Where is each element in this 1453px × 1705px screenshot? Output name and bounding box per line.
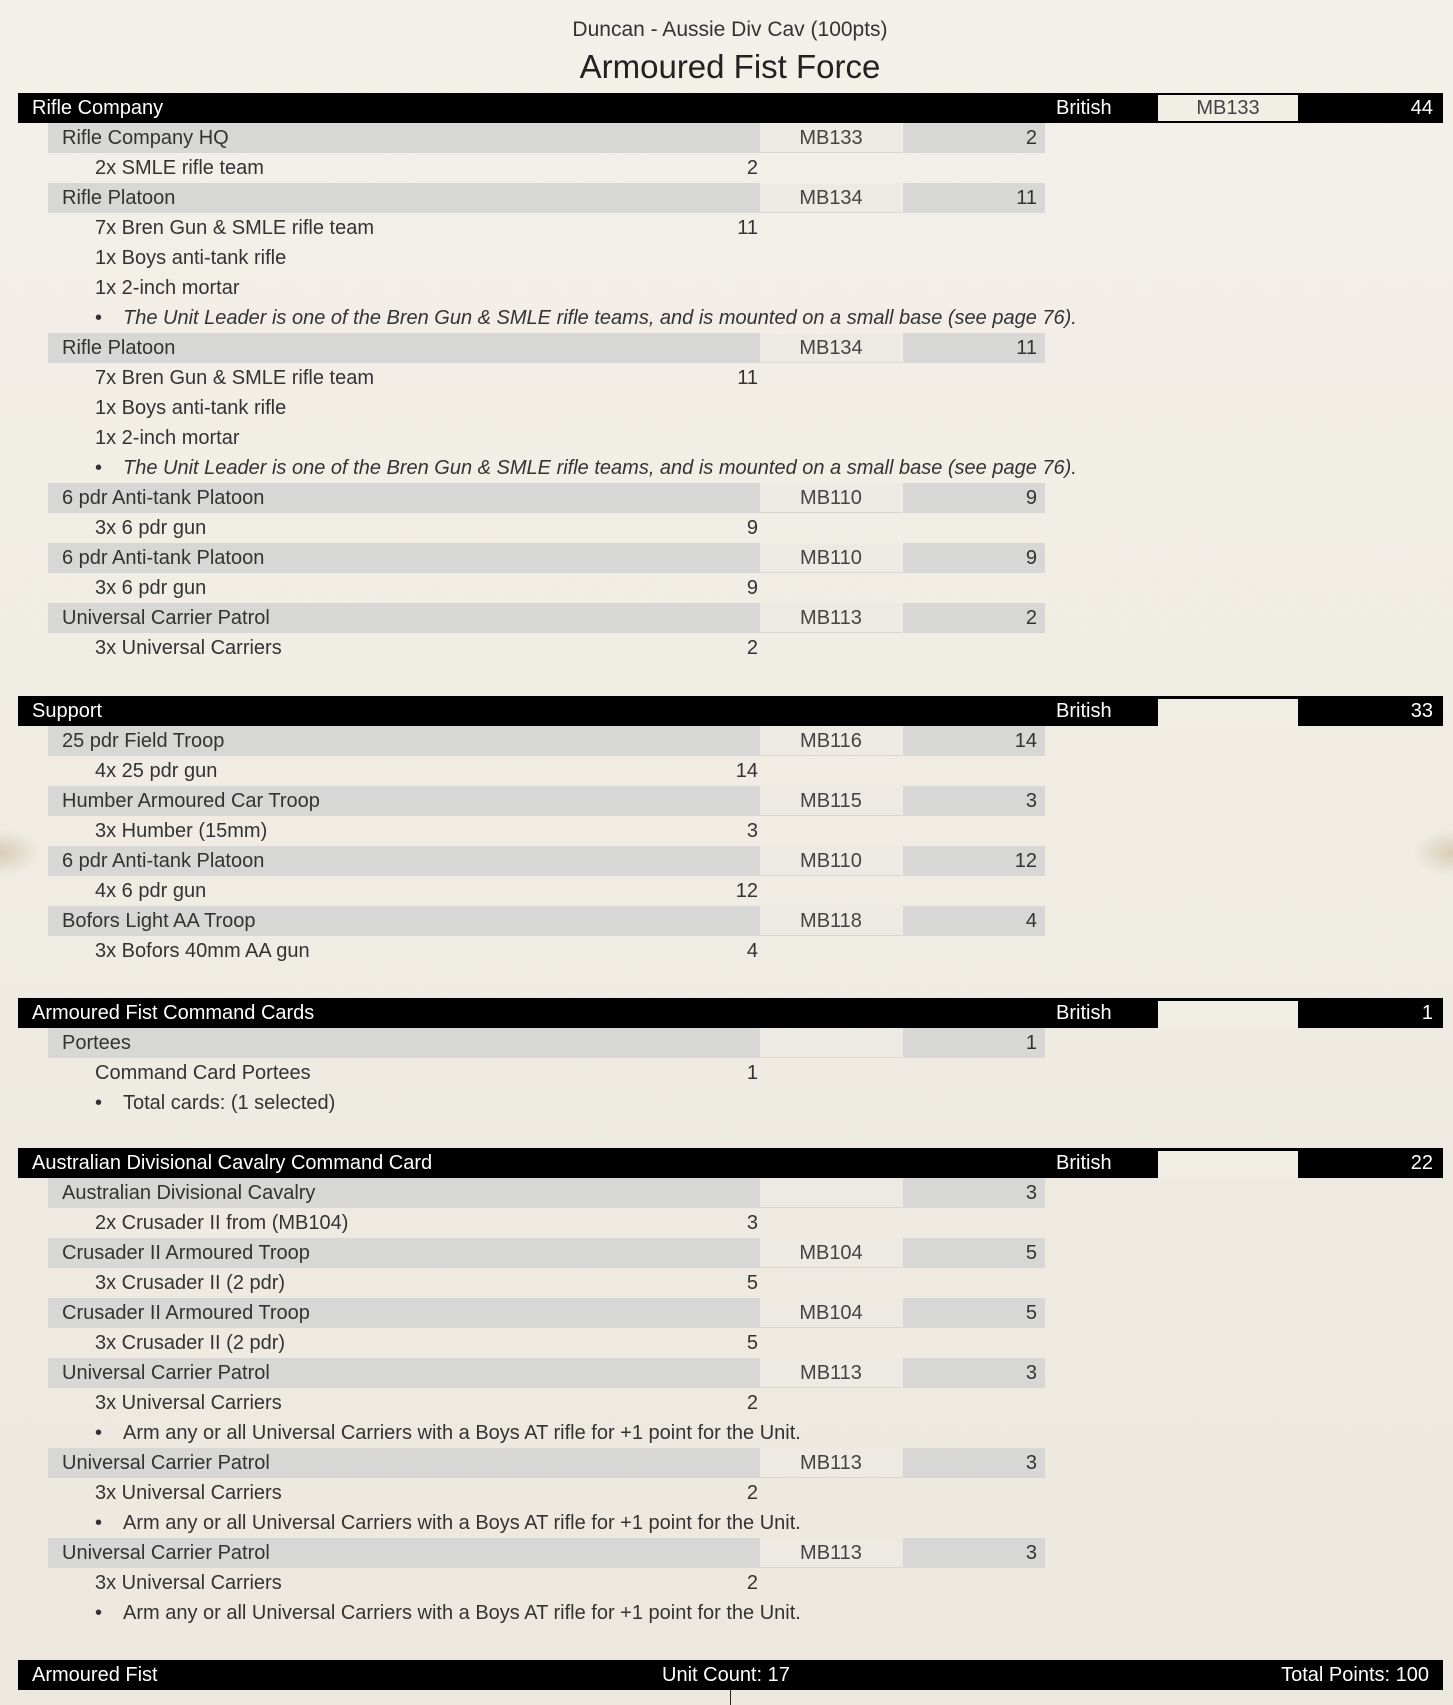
unit-code: MB133 xyxy=(760,124,902,153)
unit-code xyxy=(760,1179,902,1208)
footer-divider xyxy=(730,1690,731,1705)
bullet-icon: • xyxy=(95,1512,103,1534)
option-text: 3x 6 pdr gun xyxy=(95,517,207,539)
unit-points: 4 xyxy=(903,906,1045,936)
unit-code: MB104 xyxy=(760,1299,902,1328)
unit-row xyxy=(48,1538,1075,1568)
option-text: 1x 2-inch mortar xyxy=(95,427,240,449)
unit-name: Universal Carrier Patrol xyxy=(48,603,760,633)
footer-force-name: Armoured Fist xyxy=(32,1664,158,1686)
option-points: 4 xyxy=(746,940,758,962)
section-nation: British xyxy=(1056,700,1112,722)
unit-note xyxy=(78,303,1378,333)
option-points: 5 xyxy=(746,1272,758,1294)
unit-option-line xyxy=(78,363,758,393)
option-points: 2 xyxy=(746,637,758,659)
unit-option-line xyxy=(78,816,758,846)
unit-option-line xyxy=(78,1568,758,1598)
option-text: 1x Boys anti-tank rifle xyxy=(95,247,287,269)
unit-option-line xyxy=(78,936,758,966)
unit-option-line xyxy=(78,1478,758,1508)
section-header xyxy=(18,93,1443,123)
option-text: 3x Universal Carriers xyxy=(95,1392,282,1414)
option-points: 11 xyxy=(737,217,758,239)
section-code xyxy=(1158,699,1298,726)
unit-code: MB113 xyxy=(760,1359,902,1388)
unit-row xyxy=(48,786,1075,816)
unit-row xyxy=(48,483,1075,513)
unit-code: MB110 xyxy=(760,847,902,876)
section-header xyxy=(18,1148,1443,1178)
unit-row xyxy=(48,123,1075,153)
unit-points: 9 xyxy=(903,483,1045,513)
bullet-icon: • xyxy=(95,457,103,479)
page-title: Armoured Fist Force xyxy=(579,48,881,85)
unit-points: 5 xyxy=(903,1238,1045,1268)
option-text: 7x Bren Gun & SMLE rifle team xyxy=(95,367,375,389)
unit-name: 6 pdr Anti-tank Platoon xyxy=(48,483,760,513)
option-text: 1x Boys anti-tank rifle xyxy=(95,397,287,419)
option-text: Command Card Portees xyxy=(95,1062,311,1084)
section-code xyxy=(1158,1151,1298,1178)
unit-row xyxy=(48,1238,1075,1268)
unit-code xyxy=(760,1029,902,1058)
section-nation: British xyxy=(1056,1152,1112,1174)
unit-option-line xyxy=(78,243,758,273)
unit-option-line xyxy=(78,393,758,423)
unit-row xyxy=(48,1298,1075,1328)
option-text: 3x Crusader II (2 pdr) xyxy=(95,1332,286,1354)
section-nation: British xyxy=(1056,1002,1112,1024)
unit-code: MB113 xyxy=(760,604,902,633)
unit-row xyxy=(48,906,1075,936)
unit-option-line xyxy=(78,213,758,243)
unit-option-line xyxy=(78,633,758,663)
unit-row xyxy=(48,726,1075,756)
unit-option-line xyxy=(78,1388,758,1418)
unit-name: Bofors Light AA Troop xyxy=(48,906,760,936)
unit-code: MB113 xyxy=(760,1539,902,1568)
option-text: 1x 2-inch mortar xyxy=(95,277,240,299)
option-points: 1 xyxy=(746,1062,758,1084)
option-text: 3x Crusader II (2 pdr) xyxy=(95,1272,286,1294)
unit-option-line xyxy=(78,1058,758,1088)
bullet-icon: • xyxy=(95,1602,103,1624)
option-points: 9 xyxy=(746,577,758,599)
option-text: 3x Universal Carriers xyxy=(95,637,282,659)
option-text: 7x Bren Gun & SMLE rifle team xyxy=(95,217,375,239)
section-header xyxy=(18,696,1443,726)
unit-points: 3 xyxy=(903,1358,1045,1388)
section-title: Rifle Company xyxy=(32,97,164,119)
option-points: 2 xyxy=(746,1572,758,1594)
unit-note xyxy=(78,1508,1378,1538)
note-text: The Unit Leader is one of the Bren Gun & SMLE rifle teams, and is mounted on a small base (see page 76). xyxy=(123,457,1077,479)
unit-points: 2 xyxy=(903,123,1045,153)
section-code: MB133 xyxy=(1158,95,1298,121)
section-div-cavalry-card xyxy=(18,1148,1443,1628)
option-points: 9 xyxy=(746,517,758,539)
unit-points: 5 xyxy=(903,1298,1045,1328)
section-points: 22 xyxy=(1410,1152,1433,1174)
unit-row xyxy=(48,543,1075,573)
unit-row xyxy=(48,1358,1075,1388)
unit-option-line xyxy=(78,1208,758,1238)
unit-name: 25 pdr Field Troop xyxy=(48,726,760,756)
note-text: Total cards: (1 selected) xyxy=(123,1092,336,1114)
note-text: Arm any or all Universal Carriers with a Boys AT rifle for +1 point for the Unit. xyxy=(123,1422,801,1444)
section-title: Australian Divisional Cavalry Command Card xyxy=(32,1152,433,1174)
option-points: 5 xyxy=(746,1332,758,1354)
unit-note xyxy=(78,1598,1378,1628)
unit-name: 6 pdr Anti-tank Platoon xyxy=(48,543,760,573)
unit-row xyxy=(48,1178,1075,1208)
note-text: The Unit Leader is one of the Bren Gun & SMLE rifle teams, and is mounted on a small base (see page 76). xyxy=(123,307,1077,329)
unit-row xyxy=(48,846,1075,876)
option-text: 3x Humber (15mm) xyxy=(95,820,268,842)
unit-code: MB115 xyxy=(760,787,902,816)
section-command-cards xyxy=(18,998,1443,1118)
option-points: 14 xyxy=(735,760,758,782)
section-title: Armoured Fist Command Cards xyxy=(32,1002,315,1024)
unit-row xyxy=(48,183,1075,213)
option-text: 3x Universal Carriers xyxy=(95,1482,282,1504)
option-text: 3x Bofors 40mm AA gun xyxy=(95,940,310,962)
unit-note xyxy=(78,1418,1378,1448)
unit-name: Rifle Company HQ xyxy=(48,123,760,153)
bullet-icon: • xyxy=(95,307,103,329)
totals-footer xyxy=(18,1660,1443,1690)
unit-points: 9 xyxy=(903,543,1045,573)
unit-points: 11 xyxy=(903,333,1045,363)
bullet-icon: • xyxy=(95,1422,103,1444)
section-points: 33 xyxy=(1410,700,1433,722)
unit-points: 1 xyxy=(903,1028,1045,1058)
unit-name: Humber Armoured Car Troop xyxy=(48,786,760,816)
unit-note xyxy=(78,1088,1378,1118)
unit-option-line xyxy=(78,876,758,906)
unit-option-line xyxy=(78,1328,758,1358)
unit-name: Universal Carrier Patrol xyxy=(48,1358,760,1388)
section-header xyxy=(18,998,1443,1028)
option-text: 3x 6 pdr gun xyxy=(95,577,207,599)
unit-points: 3 xyxy=(903,1178,1045,1208)
unit-code: MB134 xyxy=(760,334,902,363)
section-rifle-company xyxy=(18,93,1443,663)
unit-points: 14 xyxy=(903,726,1045,756)
option-points: 2 xyxy=(746,1482,758,1504)
unit-name: Universal Carrier Patrol xyxy=(48,1538,760,1568)
unit-code: MB110 xyxy=(760,484,902,513)
option-text: 2x SMLE rifle team xyxy=(95,157,264,179)
unit-code: MB113 xyxy=(760,1449,902,1478)
note-text: Arm any or all Universal Carriers with a Boys AT rifle for +1 point for the Unit. xyxy=(123,1512,801,1534)
unit-option-line xyxy=(78,1268,758,1298)
note-text: Arm any or all Universal Carriers with a Boys AT rifle for +1 point for the Unit. xyxy=(123,1602,801,1624)
unit-row xyxy=(48,1448,1075,1478)
unit-name: Crusader II Armoured Troop xyxy=(48,1298,760,1328)
option-text: 4x 25 pdr gun xyxy=(95,760,218,782)
unit-points: 3 xyxy=(903,786,1045,816)
unit-option-line xyxy=(78,573,758,603)
unit-code: MB118 xyxy=(760,907,902,936)
unit-name: Rifle Platoon xyxy=(48,333,760,363)
unit-option-line xyxy=(78,273,758,303)
unit-option-line xyxy=(78,756,758,786)
unit-option-line xyxy=(78,423,758,453)
footer-total-points: Total Points: 100 xyxy=(1281,1664,1429,1686)
option-points: 11 xyxy=(737,367,758,389)
unit-points: 12 xyxy=(903,846,1045,876)
bullet-icon: • xyxy=(95,1092,103,1114)
option-text: 4x 6 pdr gun xyxy=(95,880,207,902)
unit-name: Crusader II Armoured Troop xyxy=(48,1238,760,1268)
option-points: 3 xyxy=(746,1212,758,1234)
unit-points: 11 xyxy=(903,183,1045,213)
unit-points: 2 xyxy=(903,603,1045,633)
option-points: 2 xyxy=(746,1392,758,1414)
unit-option-line xyxy=(78,513,758,543)
unit-row xyxy=(48,603,1075,633)
section-title: Support xyxy=(32,700,103,722)
section-code xyxy=(1158,1001,1298,1028)
option-text: 3x Universal Carriers xyxy=(95,1572,282,1594)
list-subtitle: Duncan - Aussie Div Cav (100pts) xyxy=(572,18,888,41)
option-points: 3 xyxy=(746,820,758,842)
unit-name: 6 pdr Anti-tank Platoon xyxy=(48,846,760,876)
section-support xyxy=(18,696,1443,966)
section-nation: British xyxy=(1056,97,1112,119)
unit-name: Universal Carrier Patrol xyxy=(48,1448,760,1478)
unit-row xyxy=(48,333,1075,363)
unit-code: MB104 xyxy=(760,1239,902,1268)
unit-code: MB110 xyxy=(760,544,902,573)
footer-unit-count: Unit Count: 17 xyxy=(662,1664,790,1686)
unit-option-line xyxy=(78,153,758,183)
option-points: 2 xyxy=(746,157,758,179)
option-points: 12 xyxy=(735,880,758,902)
unit-name: Australian Divisional Cavalry xyxy=(48,1178,760,1208)
unit-row xyxy=(48,1028,1075,1058)
unit-code: MB116 xyxy=(760,727,902,756)
unit-code: MB134 xyxy=(760,184,902,213)
section-points: 44 xyxy=(1410,97,1433,119)
unit-note xyxy=(78,453,1378,483)
option-text: 2x Crusader II from (MB104) xyxy=(95,1212,349,1234)
unit-name: Portees xyxy=(48,1028,760,1058)
unit-points: 3 xyxy=(903,1448,1045,1478)
unit-points: 3 xyxy=(903,1538,1045,1568)
unit-name: Rifle Platoon xyxy=(48,183,760,213)
section-points: 1 xyxy=(1421,1002,1433,1024)
